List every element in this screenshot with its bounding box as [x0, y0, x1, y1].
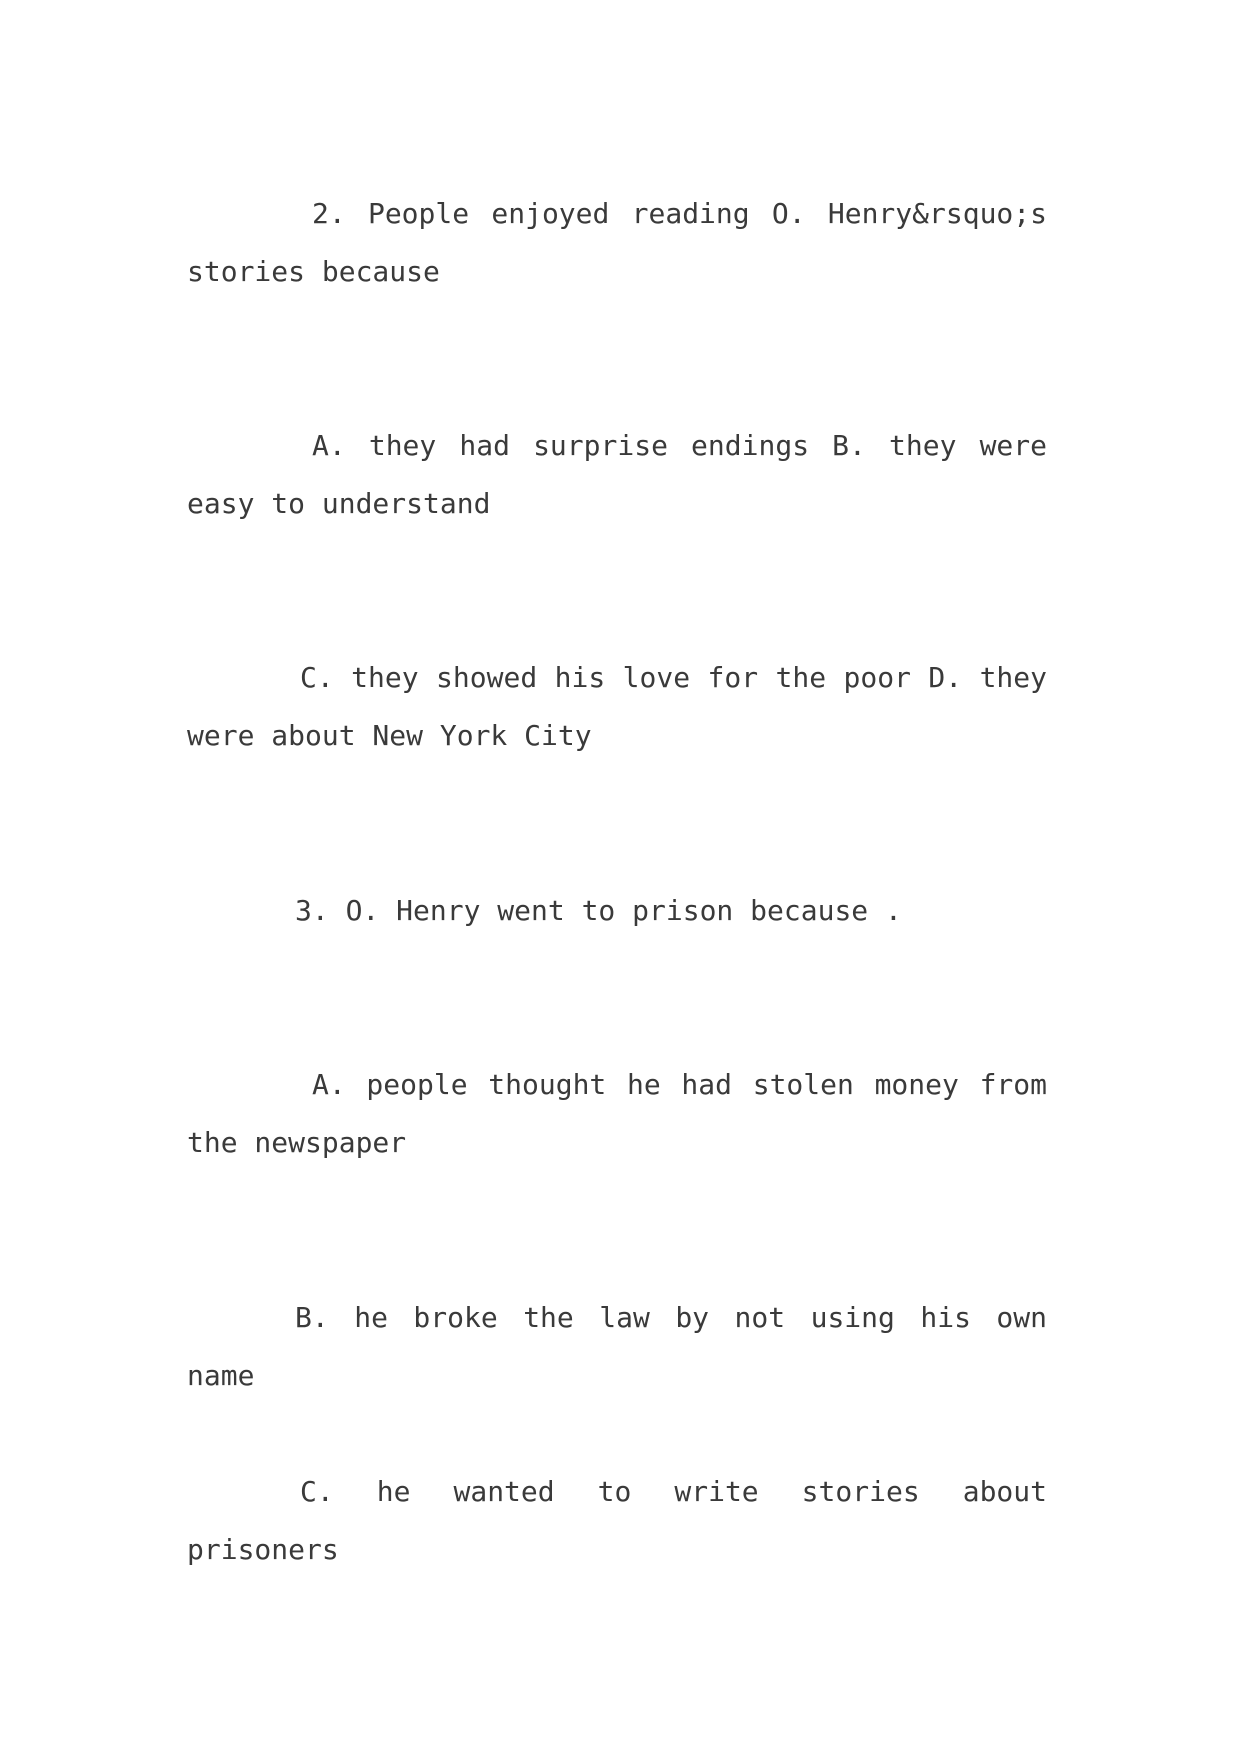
question-2-options-c-d: C. they showed his love for the poor D. they were about New York City: [187, 661, 1047, 752]
question-2-options-a-b: A. they had surprise endings B. they were easy to understand: [187, 429, 1047, 520]
question-3-option-c: C. he wanted to write stories about prisoners: [187, 1475, 1047, 1566]
question-3-option-b: B. he broke the law by not using his own name: [187, 1301, 1047, 1392]
question-3-stem: 3. O. Henry went to prison because .: [295, 894, 902, 927]
question-2-stem: 2. People enjoyed reading O. Henry&rsquo;s stories because: [187, 197, 1047, 288]
question-3-option-a: A. people thought he had stolen money from the newspaper: [187, 1068, 1047, 1159]
